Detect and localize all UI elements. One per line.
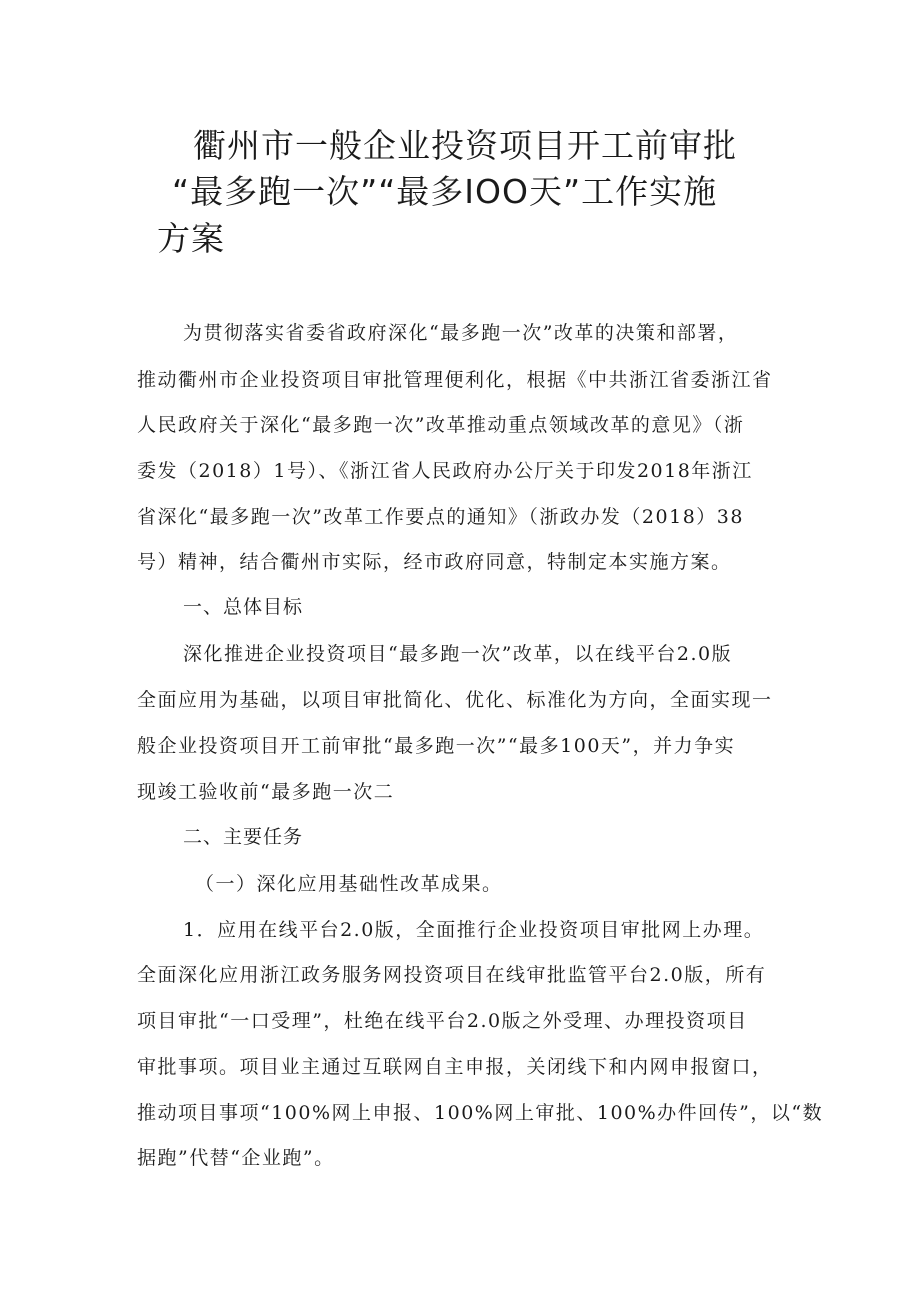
item-1-line-5: 推动项目事项“100%网上申报、100%网上审批、100%办件回传”，以“数: [137, 1102, 824, 1124]
item-1-line-2: 全面深化应用浙江政务服务网投资项目在线审批监管平台2.0版，所有: [137, 964, 767, 986]
section-1-line-4: 现竣工验收前“最多跑一次二: [137, 781, 395, 803]
intro-line-1: 为贯彻落实省委省政府深化“最多跑一次”改革的决策和部署，: [183, 322, 739, 344]
item-1-line-4: 审批事项。项目业主通过互联网自主申报，关闭线下和内网申报窗口，: [137, 1056, 773, 1078]
intro-line-6: 号）精神，结合衢州市实际，经市政府同意，特制定本实施方案。: [137, 551, 732, 573]
intro-line-3: 人民政府关于深化“最多跑一次”改革推动重点领域改革的意见》（浙: [137, 414, 745, 436]
intro-line-4: 委发（2018）1号）、《浙江省人民政府办公厅关于印发2018年浙江: [137, 460, 753, 482]
section-1-line-2: 全面应用为基础，以项目审批简化、优化、标准化为方向，全面实现一: [137, 689, 773, 711]
section-1-line-3: 般企业投资项目开工前审批“最多跑一次”“最多100天”，并力争实: [137, 735, 736, 757]
document-title-line-1: 衢州市一般企业投资项目开工前审批: [193, 126, 737, 165]
section-1-line-1: 深化推进企业投资项目“最多跑一次”改革，以在线平台2.0版: [183, 643, 733, 665]
intro-line-2: 推动衢州市企业投资项目审批管理便利化，根据《中共浙江省委浙江省: [137, 369, 773, 391]
subsection-1-heading: （一）深化应用基础性改革成果。: [195, 873, 503, 895]
document-title-line-3: 方案: [157, 219, 225, 258]
item-1-line-3: 项目审批“一口受理”，杜绝在线平台2.0版之外受理、办理投资项目: [137, 1010, 748, 1032]
intro-line-5: 省深化“最多跑一次”改革工作要点的通知》（浙政办发（2018）38: [137, 506, 744, 528]
section-2-heading: 二、主要任务: [183, 826, 304, 848]
document-title-line-2: “最多跑一次”“最多IOO天”工作实施: [172, 172, 718, 211]
item-1-line-6: 据跑”代替“企业跑”。: [137, 1147, 335, 1169]
item-1-line-1: 1．应用在线平台2.0版，全面推行企业投资项目审批网上办理。: [183, 919, 765, 941]
section-1-heading: 一、总体目标: [183, 596, 304, 618]
